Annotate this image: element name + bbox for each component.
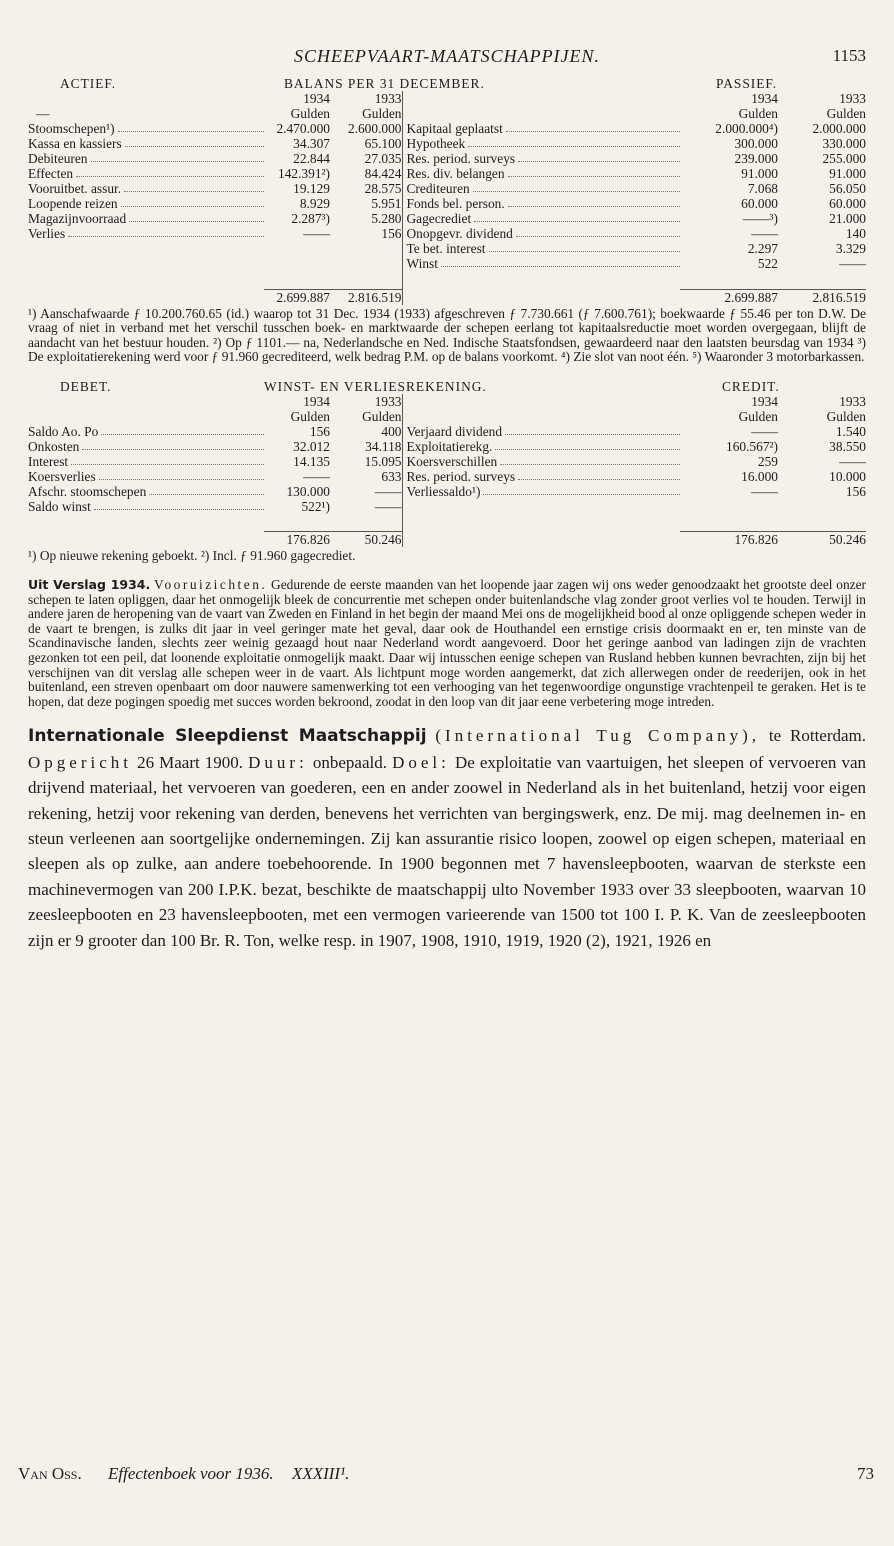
profit-loss-account (28, 379, 866, 548)
credit-label: Exploitatierekg. (406, 438, 493, 454)
table-row (28, 121, 866, 136)
liability-1933: 21.000 (829, 211, 866, 226)
pnl-year-row (28, 394, 866, 409)
year-label: 1934 (751, 91, 778, 106)
debit-1934: 130.000 (286, 483, 330, 499)
asset-label: Loopende reizen (28, 196, 118, 211)
credit-1933: 156 (845, 483, 866, 499)
asset-1933: 5.280 (371, 211, 402, 226)
duration-value: onbepaald. (312, 752, 387, 772)
liability-label: Res. div. belangen (406, 166, 505, 181)
unit-label: Gulden (362, 408, 402, 424)
dash-mark: — (36, 106, 50, 121)
debit-total-1933: 50.246 (330, 532, 402, 548)
year-label: 1934 (303, 393, 330, 409)
credit-1933: 1.540 (835, 423, 866, 439)
document-page (28, 46, 866, 953)
liability-label: Gagecrediet (406, 211, 472, 226)
table-row (28, 211, 866, 226)
liability-1933: 330.000 (822, 136, 866, 151)
balance-unit-row (28, 106, 866, 121)
debit-1933: —— (374, 498, 402, 514)
page-footer (0, 1464, 894, 1488)
asset-1933: 28.575 (364, 181, 402, 196)
table-row (28, 469, 866, 484)
liability-label: Hypotheek (406, 136, 466, 151)
asset-1934: 34.307 (293, 136, 330, 151)
footer-page-number: 73 (857, 1464, 874, 1483)
table-row (28, 241, 866, 256)
footer-author: Van Oss. (18, 1464, 82, 1483)
table-row (28, 151, 866, 166)
liability-label: Te bet. interest (406, 241, 486, 256)
unit-label: Gulden (826, 408, 866, 424)
liability-1934: 60.000 (741, 196, 778, 211)
pnl-notes: ¹) Op nieuwe rekening geboekt. ²) Incl. ƒ 91.960 gagecrediet. (28, 548, 356, 564)
liabilities-caption: PASSIEF. (716, 76, 778, 91)
credit-1934: —— (751, 483, 778, 499)
asset-1933: 27.035 (364, 151, 402, 166)
table-row (28, 226, 866, 241)
asset-label: Vooruitbet. assur. (28, 181, 122, 196)
debit-caption: DEBET. (60, 378, 112, 394)
year-label: 1933 (374, 393, 402, 409)
pnl-totals-row (28, 532, 866, 548)
company-entry (28, 723, 866, 953)
table-row (28, 484, 866, 499)
liability-1933: 91.000 (829, 166, 866, 181)
liability-1934: 300.000 (734, 136, 778, 151)
table-row (28, 196, 866, 211)
balance-sheet (28, 76, 866, 305)
balance-year-row (28, 91, 866, 106)
founded-value: 26 Maart 1900. (137, 752, 244, 772)
liability-1934: 91.000 (741, 166, 778, 181)
liability-1934: ——³) (742, 211, 778, 226)
duration-label: Duur: (248, 752, 308, 772)
liability-1934: 522 (757, 256, 778, 271)
running-title: SCHEEPVAART-MAATSCHAPPIJEN. (293, 46, 601, 66)
debit-1934: 14.135 (293, 453, 330, 469)
table-row (28, 439, 866, 454)
company-location: te Rotterdam. (768, 726, 867, 746)
table-row (28, 181, 866, 196)
report-heading: Vooruizichten. (154, 576, 268, 592)
debit-label: Saldo Ao. Po (28, 423, 99, 439)
liability-label: Winst (406, 256, 438, 271)
assets-total-1933: 2.816.519 (330, 289, 402, 305)
asset-1934: 2.470.000 (276, 121, 330, 136)
unit-label: Gulden (362, 106, 402, 121)
debit-label: Koersverlies (28, 468, 96, 484)
liability-1934: 2.000.000⁴) (715, 121, 778, 136)
debit-1934: 522¹) (301, 498, 330, 514)
founded-label: Opgericht (28, 752, 132, 772)
balance-totals-row (28, 289, 866, 305)
debit-1934: —— (303, 468, 330, 484)
credit-1934: —— (751, 423, 778, 439)
asset-1933: 2.600.000 (347, 121, 402, 136)
unit-label: Gulden (290, 408, 330, 424)
asset-1934: 2.287³) (291, 211, 330, 226)
liability-1933: 255.000 (822, 151, 866, 166)
balance-caption-row (28, 76, 866, 91)
debit-total-1934: 176.826 (264, 532, 330, 548)
asset-label: Magazijnvoorraad (28, 211, 127, 226)
credit-total-1934: 176.826 (680, 532, 778, 548)
pnl-title: WINST- EN VERLIESREKENING. (264, 378, 487, 394)
liability-label: Onopgevr. dividend (406, 226, 513, 241)
liability-label: Fonds bel. person. (406, 196, 505, 211)
company-name: Internationale Sleepdienst Maatschappij (28, 726, 427, 747)
credit-1933: 38.550 (829, 438, 866, 454)
unit-label: Gulden (290, 106, 330, 121)
year-label: 1934 (751, 393, 778, 409)
liability-1934: 7.068 (747, 181, 778, 196)
debit-label: Afschr. stoomschepen (28, 483, 147, 499)
report-text: Gedurende de eerste maanden van het loopende jaar zagen wij ons weder genoodzaakt het grootste deel onzer schepen te laten opliggen, daar het onmogelijk bleek de concurrentie met schepen onder buitenlandsche vlag zonder groot verlies vol te houden. Terwijl in andere jaren de heropening van de vaart van Zweden en Finland in het begin der maand Mei ons de mogelijkheid bood al onze opliggende schepen weder in de vaart te brengen, is zulks dit jaar in veel geringer mate het geval, daar ook de Houthandel een ernstige crisis doormaakt en er, ten minste van de Scandinavische landen, slechts zeer weinig gezaagd hout naar Nederland wordt aangevoerd. Door het geringe aanbod van ladingen zijn de vrachten gezonken tot een peil, dat loonende exploitatie onmogelijk maakt. Daar wij intusschen eenige schepen van Rusland hebben kunnen bevrachten, zijn bij het verschijnen van dit verslag alle schepen weer in de vaart. Als lichtpunt moge worden aangemerkt, dat zich allerwegen onder de reederijen, ook in het buitenland, een streven openbaart om door nauwere samenwerking tot een verhooging van het tegenwoordige ongunstige vrachtenpeil te geraken. Het is te hopen, dat deze pogingen spoedig met succes worden bekroond, zoodat in den loop van dit jaar eene verbetering moge intreden. (28, 576, 866, 709)
pnl-caption-row (28, 379, 866, 394)
balance-notes: ¹) Aanschafwaarde ƒ 10.200.760.65 (id.) waarop tot 31 Dec. 1934 (1933) afgeschreven ƒ 7.730.661 (ƒ 7.600.761); boekwaarde ƒ 55.46 per ton D.W. De vraag of niet in verband met het verschil tusschen boek- en marktwaarde der schepen eerlang tot kapitaalsreductie moet worden overgegaan, blijft de aandacht van het bestuur houden. ²) Op ƒ 1101.— na, Nederlandsche en Ned. Indische Staatsfondsen, gewaardeerd naar den laatsten beursdag van 1934 ³) De exploitatierekening werd voor ƒ 91.960 gecrediteerd, welk bedrag P.M. op de balans voorkomt. ⁴) Zie slot van noot één. ⁵) Waaronder 3 motorbarkassen. (28, 305, 866, 365)
asset-1933: 156 (381, 226, 402, 241)
company-text: De exploitatie van vaartuigen, het sleepen of vervoeren van drijvend materiaal, het vervoeren van goederen, een en ander zoowel in Nederland als in het buitenland, hetzij voor eigen rekening, hetzij voor rekening van derden, benevens het verrichten van bergingswerk, enz. De mij. mag deelnemen in- en steun verleenen aan soortgelijke ondernemingen. Zij kan assurantie risico loopen, zoowel op eigen schepen, materiaal en sleepen als op zulke, aan andere toebehoorende. In 1900 begonnen met 7 havensleepbooten, waarvan de sterkste een machinevermogen van 200 I.P.K. bezat, beschikte de maatschappij ulto November 1933 over 33 sleepbooten, waarvan 10 zeesleepbooten en 23 havensleepbooten, met een vermogen varieerende van 1500 tot 100 I. P. K. Van de zeesleepbooten zijn er 9 grooter dan 100 Br. R. Ton, welke resp. in 1907, 1908, 1910, 1919, 1920 (2), 1921, 1926 en (28, 752, 867, 950)
table-row (28, 256, 866, 271)
report-lead: Uit Verslag 1934. (28, 576, 151, 592)
unit-label: Gulden (738, 408, 778, 424)
debit-1933: —— (374, 483, 402, 499)
asset-label: Verlies (28, 226, 66, 241)
asset-1933: 5.951 (371, 196, 402, 211)
asset-1934: 142.391²) (278, 166, 330, 181)
asset-1934: 19.129 (293, 181, 330, 196)
credit-1934: 259 (757, 453, 778, 469)
liability-1933: 60.000 (829, 196, 866, 211)
asset-1933: 84.424 (364, 166, 402, 181)
asset-label: Stoomschepen¹) (28, 121, 115, 136)
table-row (28, 136, 866, 151)
footer-book: Effectenboek voor 1936. (107, 1464, 274, 1483)
credit-total-1933: 50.246 (778, 532, 866, 548)
liability-1933: 2.000.000 (812, 121, 866, 136)
liability-1934: —— (751, 226, 778, 241)
debit-1933: 15.095 (364, 453, 402, 469)
debit-1933: 633 (381, 468, 402, 484)
balance-title: BALANS PER 31 DECEMBER. (284, 76, 485, 91)
liability-1933: 3.329 (835, 241, 866, 256)
liability-1934: 239.000 (734, 151, 778, 166)
debit-label: Onkosten (28, 438, 80, 454)
credit-label: Verjaard dividend (406, 423, 503, 439)
unit-label: Gulden (738, 106, 778, 121)
unit-label: Gulden (826, 106, 866, 121)
credit-1933: —— (839, 453, 866, 469)
liabilities-total-1934: 2.699.887 (680, 289, 778, 305)
credit-1934: 160.567²) (726, 438, 778, 454)
page-number: 1153 (832, 46, 866, 65)
asset-label: Effecten (28, 166, 74, 181)
credit-1933: 10.000 (829, 468, 866, 484)
asset-label: Kassa en kassiers (28, 136, 122, 151)
debit-1933: 400 (381, 423, 402, 439)
table-row (28, 424, 866, 439)
debit-1934: 32.012 (293, 438, 330, 454)
year-label: 1933 (839, 393, 866, 409)
year-label: 1933 (374, 91, 402, 106)
asset-label: Debiteuren (28, 151, 88, 166)
assets-caption: ACTIEF. (60, 76, 117, 91)
running-header (28, 46, 866, 76)
liability-label: Kapitaal geplaatst (406, 121, 503, 136)
debit-label: Saldo winst (28, 498, 91, 514)
year-label: 1934 (303, 91, 330, 106)
year-label: 1933 (839, 91, 866, 106)
liabilities-total-1933: 2.816.519 (778, 289, 866, 305)
annual-report-excerpt (28, 578, 866, 709)
company-alias: (International Tug Company), (435, 726, 761, 746)
pnl-unit-row (28, 409, 866, 424)
purpose-label: Doel: (392, 752, 450, 772)
credit-1934: 16.000 (741, 468, 778, 484)
credit-label: Res. period. surveys (406, 468, 516, 484)
liability-1933: 140 (845, 226, 866, 241)
asset-1934: —— (303, 226, 330, 241)
liability-1933: —— (839, 256, 866, 271)
asset-1934: 8.929 (299, 196, 330, 211)
liability-label: Res. period. surveys (406, 151, 516, 166)
liability-1934: 2.297 (747, 241, 778, 256)
debit-1933: 34.118 (365, 438, 402, 454)
credit-label: Verliessaldo¹) (406, 483, 481, 499)
table-row (28, 499, 866, 514)
liability-label: Crediteuren (406, 181, 470, 196)
credit-caption: CREDIT. (722, 378, 780, 394)
debit-label: Interest (28, 453, 69, 469)
credit-label: Koersverschillen (406, 453, 498, 469)
footer-signature: XXXIII¹. (291, 1464, 350, 1483)
footer-imprint (18, 1464, 349, 1484)
debit-1934: 156 (309, 423, 330, 439)
asset-1934: 22.844 (293, 151, 330, 166)
liability-1933: 56.050 (829, 181, 866, 196)
assets-total-1934: 2.699.887 (264, 289, 330, 305)
table-row (28, 454, 866, 469)
table-row (28, 166, 866, 181)
asset-1933: 65.100 (364, 136, 402, 151)
